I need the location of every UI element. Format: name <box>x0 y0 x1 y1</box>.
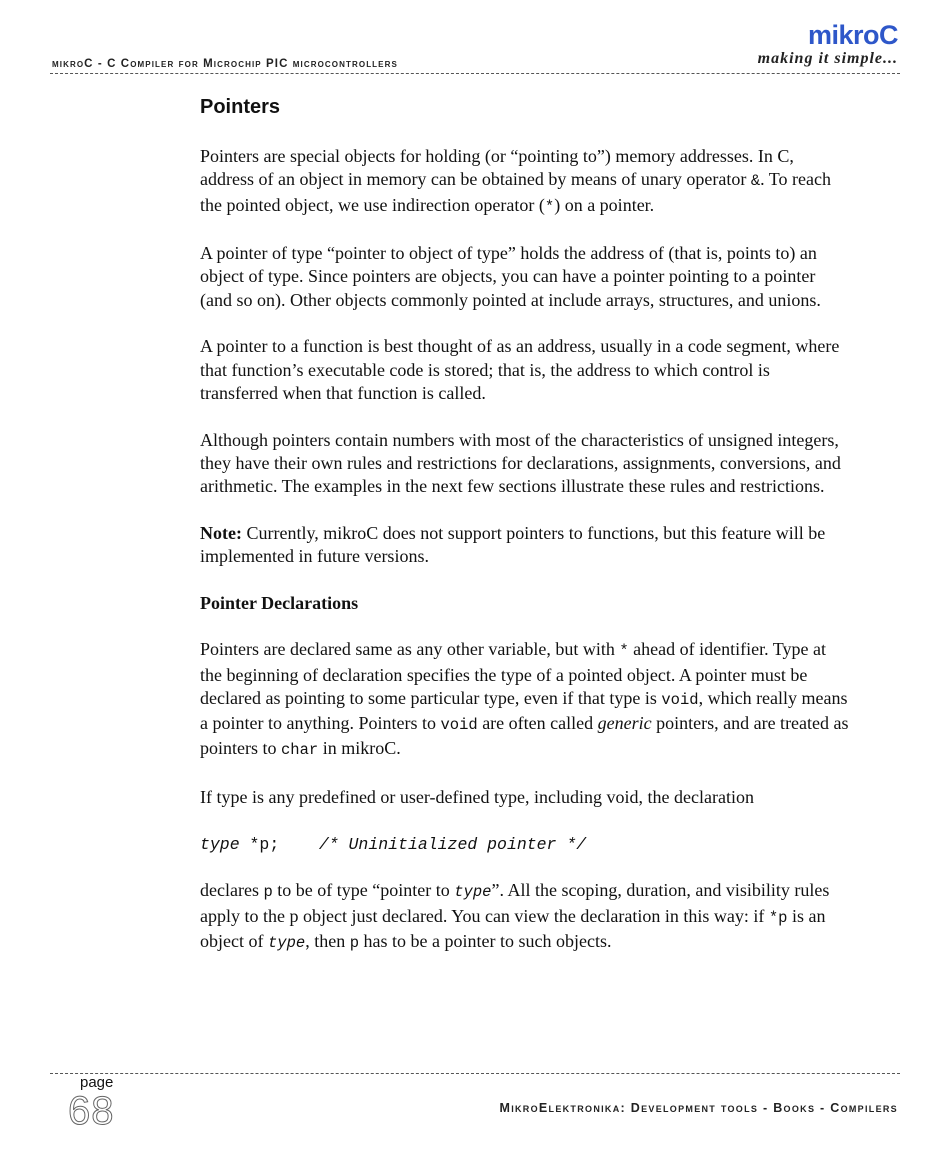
note-paragraph: Note: Currently, mikroC does not support pointers to functions, but this feature will be implemented in future versions. <box>200 522 826 567</box>
header-divider <box>50 73 900 74</box>
subsection-title: Pointer Declarations <box>200 592 359 613</box>
section-title: Pointers <box>200 96 281 118</box>
code-void: void <box>661 690 699 709</box>
paragraph-pointer-declarations: Pointers are declared same as any other variable, but with * ahead of identifier. Type at the beginning of declaration specifies the type of a pointed object. A pointer must be declared as pointing to some particular type, even if that type is void, which really means a pointer to anything. Pointers to void are often called generic pointers, and are treated as pointers to char in mikroC. <box>200 639 849 760</box>
paragraph-declaration-meaning: declares p to be of type “pointer to type”. All the scoping, duration, and visibility rules apply to the p object just declared. You can view the declaration in this way: if *p is an object of type, then p has to be a pointer to such objects. <box>200 880 830 952</box>
code-char: char <box>281 741 319 760</box>
code-type: type <box>454 883 492 902</box>
footer-publisher: MikroElektronika: Development tools - Books - Compilers <box>499 1101 898 1115</box>
mikroc-logo: mikroC <box>807 20 898 50</box>
paragraph-function-pointer: A pointer to a function is best thought of as an address, usually in a code segment, where that function’s executable code is stored; that is, the address to which control is transferred when that function is called. <box>200 336 840 403</box>
paragraph-pointer-type: A pointer of type “pointer to object of type” holds the address of (that is, points to) an object of type. Since pointers are objects, you can have a pointer pointing to a pointer (and so on). Other objects commonly pointed at include arrays, structures, and unions. <box>200 243 821 310</box>
paragraph-pointers-intro: Pointers are special objects for holding (or “pointing to”) memory addresses. In C, address of an object in memory can be obtained by means of unary operator &. To reach the pointed object, we use indirection operator (*) on a pointer. <box>200 146 831 216</box>
paragraph-pointer-rules: Although pointers contain numbers with most of the characteristics of unsigned integers, they have their own rules and restrictions for declarations, assignments, conversions, and arithmetic. The examples in the next few sections illustrate these rules and restrictions. <box>200 429 841 497</box>
header-tagline: making it simple... <box>757 50 898 67</box>
emphasis-generic: generic <box>597 713 652 734</box>
code-ampersand: & <box>750 172 761 191</box>
page-content <box>200 96 850 978</box>
note-label: Note: <box>200 522 242 543</box>
header-title: mikroC - C Compiler for Microchip PIC microcontrollers <box>52 58 398 70</box>
code-example: type *p; /* Uninitialized pointer */ <box>200 834 587 854</box>
code-p-2: p <box>349 933 360 952</box>
page-number: 68 <box>68 1089 115 1130</box>
code-p: p <box>263 883 273 902</box>
code-type-2: type <box>267 933 306 952</box>
code-asterisk: * <box>544 197 555 216</box>
code-void-2: void <box>440 716 478 735</box>
page-label: page <box>80 1074 114 1091</box>
paragraph-declaration-intro: If type is any predefined or user-defined type, including void, the declaration <box>200 787 754 808</box>
code-asterisk-2: * <box>619 642 629 661</box>
footer-divider <box>50 1073 900 1074</box>
code-deref-p: *p <box>768 908 788 927</box>
